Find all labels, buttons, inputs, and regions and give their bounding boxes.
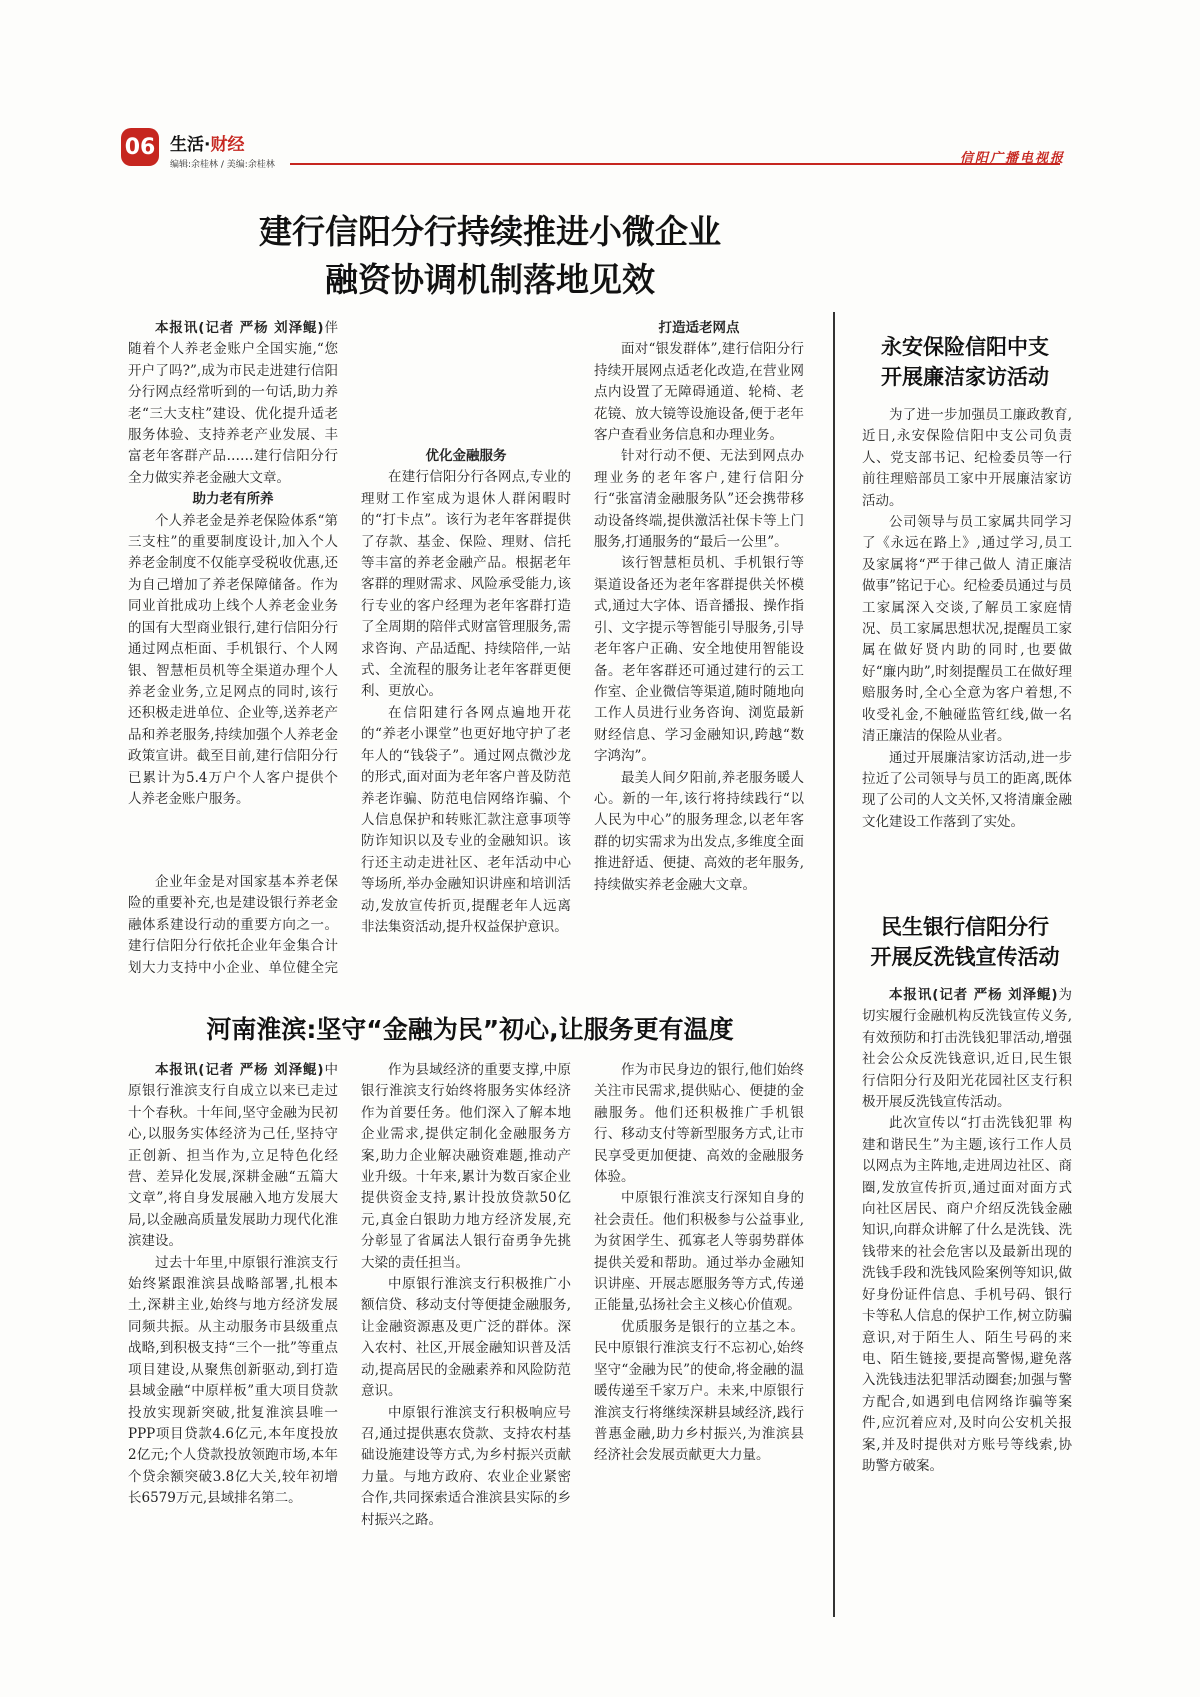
main-headline-line1: 建行信阳分行持续推进小微企业 [259, 212, 721, 251]
article4-paragraph: 中原银行淮滨支行深知自身的社会责任。他们积极参与公益事业,为贫困学生、孤寡老人等弱势群体提供关爱和帮助。通过举办金融知识讲座、开展志愿服务等方式,传递正能量,弘扬社会主义核心价值观。 [594, 1190, 804, 1314]
article4-column-3 [594, 1060, 804, 1610]
article1-paragraph: 本报讯(记者 严杨 刘泽鲲)伴随着个人养老金账户全国实施,“您开户了吗?”,成为市民走进建行信阳分行网点经常听到的一句话,助力养老“三大支柱”建设、优化提升适老服务体验、支持养老产业发展、丰富老年客群产品……建行信阳分行全力做实养老金融大文章。 [128, 320, 339, 486]
editors-credit: 编辑:余桂林 / 美编:余桂林 [170, 160, 275, 170]
article1-subhead: 打造适老网点 [658, 320, 740, 336]
article1-paragraph: 该行智慧柜员机、手机银行等渠道设备还为老年客群提供关怀模式,通过大字体、语音播报、操作指引、文字提示等智能引导服务,引导老年客户正确、安全地使用智能设备。老年客群还可通过建行的云工作室、企业微信等渠道,随时随地向工作人员进行业务咨询、浏览最新财经信息、学习金融知识,跨越“数字鸿沟”。 [594, 555, 804, 765]
article1-column-2 [361, 318, 571, 973]
section-label: 生活· [170, 135, 211, 155]
article3-paragraph: 本报讯(记者 严杨 刘泽鲲)为切实履行金融机构反洗钱宣传义务,有效预防和打击洗钱犯罪活动,增强社会公众反洗钱意识,近日,民生银行信阳分行及阳光花园社区支行积极开展反洗钱宣传活动。 [862, 987, 1072, 1111]
article4-column-1 [128, 1060, 338, 1610]
page-number-badge: 06 [121, 128, 159, 166]
main-headline [110, 208, 870, 304]
section-highlight: 财经 [210, 135, 245, 155]
article2-paragraph: 通过开展廉洁家访活动,进一步拉近了公司领导与员工的距离,既体现了公司的人文关怀,又将清廉金融文化建设工作落到了实处。 [862, 749, 1072, 830]
article2-paragraph: 为了进一步加强员工廉政教育,近日,永安保险信阳中支公司负责人、党支部书记、纪检委员等一行前往理赔部员工家中开展廉洁家访活动。 [862, 407, 1072, 509]
article4-paragraph: 作为市民身边的银行,他们始终关注市民需求,提供贴心、便捷的金融服务。他们还积极推广手机银行、移动支付等新型服务方式,让市民享受更加便捷、高效的金融服务体验。 [594, 1062, 804, 1186]
article2-headline-line2: 开展廉洁家访活动 [881, 365, 1049, 389]
article1-paragraph: 最美人间夕阳前,养老服务暖人心。新的一年,该行将持续践行“以人民为中心”的服务理念,以老年客群的切实需求为出发点,多维度全面推进舒适、便捷、高效的老年服务,持续做实养老金融大文章。 [594, 769, 804, 893]
article2-paragraph: 公司领导与员工家属共同学习了《永远在路上》,通过学习,员工及家属将“严于律己做人 清正廉洁做事”铭记于心。纪检委员通过与员工家属深入交谈,了解员工家庭情况、员工家属思想状况,提醒员工家属在做好贤内助的同时,也要做好“廉内助”,时刻提醒员工在做好理赔服务时,全心全意为客户着想,不收受礼金,不触碰监管红线,做一名清正廉洁的保险从业者。 [862, 514, 1072, 745]
article1-paragraph: 个人养老金是养老保险体系“第三支柱”的重要制度设计,加入个人养老金制度不仅能享受税收优惠,还为自己增加了养老保障储备。作为同业首批成功上线个人养老金业务的国有大型商业银行,建行信阳分行通过网点柜面、手机银行、个人网银、智慧柜员机等全渠道办理个人养老金业务,立足网点的同时,该行还积极走进单位、企业等,送养老产品和养老服务,持续加强个人养老金政策宣讲。截至目前,建行信阳分行已累计为5.4万户个人客户提供个人养老金账户服务。 [128, 512, 338, 807]
article3-headline [850, 912, 1080, 972]
article4-paragraph: 作为县域经济的重要支撑,中原银行淮滨支行始终将服务实体经济作为首要任务。他们深入了解本地企业需求,提供定制化金融服务方案,助力企业解决融资难题,推动产业升级。十年来,累计为数百家企业提供资金支持,累计投放贷款50亿元,真金白银助力地方经济发展,充分彰显了省属法人银行奋勇争先挑大梁的责任担当。 [361, 1062, 571, 1271]
article1-column-1b [128, 872, 338, 977]
byline: 本报讯(记者 严杨 刘泽鲲) [889, 987, 1058, 1003]
byline: 本报讯(记者 严杨 刘泽鲲) [155, 320, 324, 336]
byline: 本报讯(记者 严杨 刘泽鲲) [155, 1062, 324, 1078]
article3-paragraph: 此次宣传以“打击洗钱犯罪 构建和谐民生”为主题,该行工作人员以网点为主阵地,走进周边社区、商圈,发放宣传折页,通过面对面方式向社区居民、商户介绍反洗钱金融知识,向群众讲解了什么是洗钱、洗钱带来的社会危害以及最新出现的洗钱手段和洗钱风险案例等知识,做好身份证件信息、手机号码、银行卡等私人信息的保护工作,树立防骗意识,对于陌生人、陌生号码的来电、陌生链接,要提高警惕,避免落入洗钱违法犯罪活动圈套;加强与警方配合,如遇到电信网络诈骗等案件,应沉着应对,及时向公安机关报案,并及时提供对方账号等线索,协助警方破案。 [862, 1115, 1072, 1474]
article1-paragraph: 在信阳建行各网点遍地开花的“养老小课堂”也更好地守护了老年人的“钱袋子”。通过网点微沙龙的形式,面对面为老年客户普及防范养老诈骗、防范电信网络诈骗、个人信息保护和转账汇款注意事项等防诈知识以及专业的金融知识。该行还主动走进社区、老年活动中心等场所,举办金融知识讲座和培训活动,发放宣传折页,提醒老年人远离非法集资活动,提升权益保护意识。 [361, 704, 571, 935]
article2-headline-line1: 永安保险信阳中支 [881, 335, 1049, 359]
article1-paragraph: 针对行动不便、无法到网点办理业务的老年客户,建行信阳分行“张富清金融服务队”还会携带移动设备终端,提供激活社保卡等上门服务,打通服务的“最后一公里”。 [594, 448, 804, 551]
article4-paragraph: 本报讯(记者 严杨 刘泽鲲)中原银行淮滨支行自成立以来已走过十个春秋。十年间,坚守金融为民初心,以服务实体经济为己任,坚持守正创新、担当作为,立足特色化经营、差异化发展,深耕金融“五篇大文章”,将自身发展融入地方发展大局,以金融高质量发展助力现代化淮滨建设。 [128, 1062, 338, 1250]
article3-headline-line1: 民生银行信阳分行 [881, 915, 1049, 939]
article1-subhead: 优化金融服务 [425, 448, 507, 464]
article4-column-2 [361, 1060, 571, 1610]
section-title [170, 130, 244, 155]
paper-name: 信阳广播电视报 [960, 151, 1066, 166]
article2-headline [850, 332, 1080, 392]
article3-headline-line2: 开展反洗钱宣传活动 [870, 945, 1060, 969]
article4-paragraph: 中原银行淮滨支行积极推广小额信贷、移动支付等便捷金融服务,让金融资源惠及更广泛的群体。深入农村、社区,开展金融知识普及活动,提高居民的金融素养和风险防范意识。 [361, 1276, 571, 1400]
article4-paragraph: 优质服务是银行的立基之本。民中原银行淮滨支行不忘初心,始终坚守“金融为民”的使命,将金融的温暖传递至千家万户。未来,中原银行淮滨支行将继续深耕县域经济,践行普惠金融,助力乡村振兴,为淮滨县经济社会发展贡献更大力量。 [594, 1318, 804, 1464]
main-headline-line2: 融资协调机制落地见效 [325, 260, 655, 299]
article1-paragraph: 面对“银发群体”,建行信阳分行持续开展网点适老化改造,在营业网点内设置了无障碍通道、轮椅、老花镜、放大镜等设施设备,便于老年客户查看业务信息和办理业务。 [594, 341, 804, 444]
header-rule [290, 163, 1060, 165]
article4-headline: 河南淮滨:坚守“金融为民”初心,让服务更有温度 [206, 1015, 734, 1044]
column-divider [833, 312, 835, 1617]
article1-paragraph: 企业年金是对国家基本养老保险的重要补充,也是建设银行养老金融体系建设行动的重要方向之一。建行信阳分行依托企业年金集合计划大力支持中小企业、单位健全完 [128, 874, 338, 976]
article4-paragraph: 中原银行淮滨支行积极响应号召,通过提供惠农贷款、支持农村基础设施建设等方式,为乡村振兴贡献力量。与地方政府、农业企业紧密合作,共同探索适合淮滨县实际的乡村振兴之路。 [361, 1404, 571, 1528]
article1-paragraph: 在建行信阳分行各网点,专业的理财工作室成为退休人群闲暇时的“打卡点”。该行为老年客群提供了存款、基金、保险、理财、信托等丰富的养老金融产品。根据老年客群的理财需求、风险承受能力,该行专业的客户经理为老年客群打造了全周期的陪伴式财富管理服务,需求咨询、产品适配、持续陪伴,一站式、全流程的服务让老年客群更便利、更放心。 [361, 469, 571, 700]
article1-column-3 [594, 318, 804, 973]
article1-subhead: 助力老有所养 [192, 491, 274, 508]
article3-body [862, 985, 1072, 1605]
article2-body [862, 405, 1072, 885]
article4-paragraph: 过去十年里,中原银行淮滨支行始终紧跟淮滨县战略部署,扎根本土,深耕主业,始终与地方经济发展同频共振。从主动服务市县级重点战略,到积极支持“三个一批”等重点项目建设,从聚焦创新驱动,到打造县域金融“中原样板”重大项目贷款投放实现新突破,批复淮滨县唯一PPP项目贷款4.6亿元,本年度投放2亿元;个人贷款投放领跑市场,本年个贷余额突破3.8亿大关,较年初增长6579万元,县域排名第二。 [128, 1254, 338, 1507]
article1-column-1 [128, 318, 338, 810]
